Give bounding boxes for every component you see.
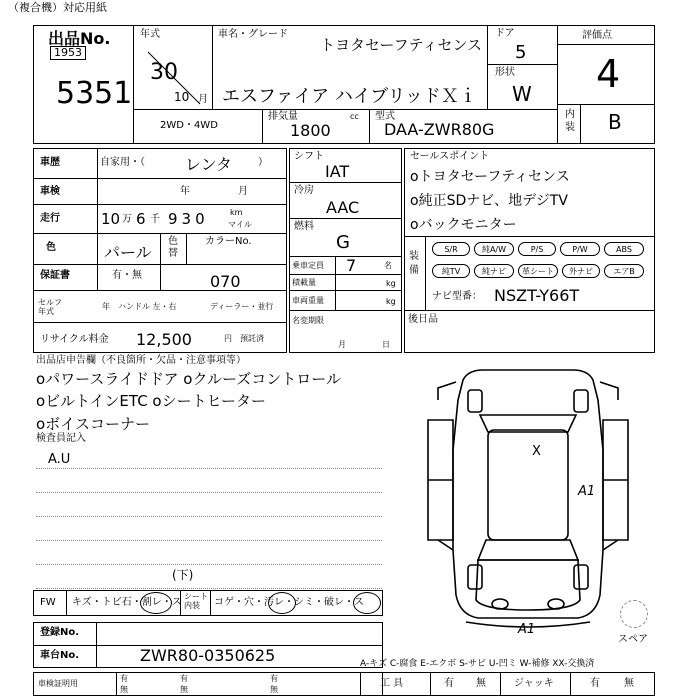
seller-note-1: oパワースライドドア oクルーズコントロール [36, 370, 341, 388]
weight-label: 車両重量 [292, 296, 324, 305]
seat-damage-options: コゲ・穴・汚レ・シミ・破レ・ス [214, 597, 364, 608]
recycle-label: リサイクル料金 [40, 334, 109, 345]
fw-circle-2 [268, 592, 296, 614]
chassis-label: 車台No. [40, 650, 80, 661]
fw-circle-1 [140, 592, 172, 614]
history-value: レンタ [185, 155, 232, 174]
inspection-month: 月 [238, 186, 248, 197]
model-code-label: 型式 [375, 111, 395, 122]
damage-mark-a1-right: A1 [578, 484, 596, 499]
tools-has-1: 有 [444, 678, 454, 689]
fw-label: FW [40, 597, 56, 608]
sales-point-3: oバックモニター [410, 217, 517, 233]
mileage-value-1: 10 [101, 210, 121, 228]
warranty-value: 有・無 [112, 270, 142, 281]
equip-airbag: エアB [604, 264, 644, 278]
color-code: 070 [210, 272, 241, 291]
fw-circle-3 [353, 592, 381, 614]
color-code-label: カラーNo. [205, 236, 252, 247]
cert-has-3: 有 [270, 674, 278, 683]
tools-label: 工 具 [380, 678, 404, 689]
self-year-label: セルフ年式 [38, 298, 62, 316]
sales-point-1: oトヨタセーフティセンス [410, 169, 570, 185]
safety-sense-text: トヨタセーフティセンス [320, 36, 483, 54]
equip-ext-navi: 外ナビ [562, 264, 600, 278]
inspection-year: 年 [180, 186, 190, 197]
cert-has-2: 有 [180, 674, 188, 683]
shape-value: W [512, 82, 532, 106]
damage-mark-x: X [532, 444, 541, 459]
mileage-unit-2: 千 [150, 214, 160, 225]
equip-pw: P/W [560, 242, 600, 256]
spare-label: スペア [618, 634, 648, 645]
change-date-label: 名変期限 [292, 316, 324, 325]
self-year-unit: 年 [102, 302, 110, 311]
mileage-label: 走行 [40, 213, 60, 224]
interior-value: B [608, 110, 622, 134]
cert-label: 車検証明用 [38, 679, 78, 688]
drive-label: 2WD・4WD [160, 120, 218, 131]
cert-frame [33, 672, 383, 696]
change-date-day: 日 [382, 340, 390, 349]
recycle-value: 12,500 [136, 330, 192, 349]
damage-legend: A-キズ C-腐食 E-エクボ S-サビ U-凹ミ W-補修 XX-交換済 [360, 659, 595, 669]
recycle-unit: 円 [224, 334, 232, 343]
fuel-label: 燃料 [294, 221, 314, 232]
tools-frame [360, 672, 655, 696]
displacement-value: 1800 [290, 121, 331, 140]
mileage-km: km [230, 208, 243, 217]
cert-none-3: 無 [270, 685, 278, 694]
displacement-unit: cc [350, 112, 359, 121]
rating-label: 評価点 [582, 30, 612, 41]
mileage-value-2: 6 [136, 210, 146, 228]
equipment-label: 装備 [409, 251, 419, 276]
dealer-label: ディーラー・並行 [210, 302, 274, 311]
load-unit: kg [386, 279, 396, 288]
capacity-label: 乗車定員 [292, 261, 324, 270]
color-value: パール [104, 243, 152, 262]
car-damage-diagram [408, 360, 648, 640]
model-code-value: DAA-ZWR80G [384, 120, 495, 139]
history-label: 車歴 [40, 157, 60, 168]
mileage-mile: マイル [228, 220, 252, 229]
year-label: 年式 [140, 29, 160, 40]
spare-icon [620, 600, 648, 628]
seat-interior-label: シート内装 [184, 592, 208, 610]
recycle-deposit: 預託済 [240, 334, 264, 343]
mileage-value-3: 930 [168, 210, 209, 228]
tools-none-1: 無 [476, 678, 486, 689]
inspector-label: 検査員記入 [36, 433, 86, 444]
inspection-label: 車検 [40, 186, 60, 197]
equip-alloy: 純A/W [474, 242, 514, 256]
capacity-value: 7 [346, 256, 357, 275]
ac-value: AAC [326, 198, 360, 217]
seller-note-2: oビルトインETC oシートヒーター [36, 392, 267, 410]
equip-abs: ABS [604, 242, 644, 256]
sales-points-label: セールスポイント [410, 151, 490, 162]
fw-damage-options: キズ・トビ石・割レ・ス [72, 597, 182, 608]
lot-label: 出品No. [48, 29, 111, 48]
fw-handwritten-mark: (下) [172, 568, 194, 582]
equip-sr: S/R [432, 242, 470, 256]
seller-notes-label: 出品店申告欄（不良箇所・欠品・注意事項等） [36, 355, 246, 366]
displacement-label: 排気量 [268, 111, 298, 122]
equip-tv: 純TV [432, 264, 470, 278]
sales-point-2: o純正SDナビ、地デジTV [410, 193, 568, 209]
form-header-label: （複合機）対応用紙 [8, 1, 107, 14]
seller-note-3: oボイスコーナー [36, 415, 151, 433]
equip-ps: P/S [518, 242, 556, 256]
cert-none-1: 無 [120, 685, 128, 694]
change-date-month: 月 [338, 340, 346, 349]
capacity-unit: 名 [384, 261, 392, 270]
damage-mark-a1-front: A1 [518, 622, 536, 637]
shape-label: 形状 [495, 67, 515, 78]
lot-number: 5351 [56, 76, 133, 111]
shift-label: シフト [294, 151, 324, 162]
mileage-unit-1: 万 [122, 214, 132, 225]
cert-none-2: 無 [180, 685, 188, 694]
register-label: 登録No. [40, 627, 80, 638]
rating-value: 4 [596, 52, 621, 96]
year-month: 10 [174, 90, 190, 104]
tools-has-2: 有 [590, 678, 600, 689]
navi-model-label: ナビ型番： [432, 291, 482, 302]
doors-value: 5 [515, 42, 527, 63]
cert-has-1: 有 [120, 674, 128, 683]
year-value: 30 [150, 60, 178, 85]
lot-sub-number: 1953 [50, 46, 86, 60]
year-month-unit: 月 [198, 94, 208, 105]
later-items-label: 後日品 [408, 314, 438, 325]
handle-label: ハンドル 左・右 [118, 302, 177, 311]
year-slash [140, 44, 210, 108]
shift-value: IAT [325, 162, 350, 181]
fuel-value: G [336, 232, 350, 253]
chassis-value: ZWR80-0350625 [140, 646, 276, 665]
name-label: 車名・グレード [218, 29, 288, 40]
color-change-label: 色替 [168, 236, 178, 259]
inspector-note: A.U [48, 452, 71, 467]
equip-leather: 革シート [518, 264, 558, 278]
color-label: 色 [46, 242, 56, 253]
history-options: 自家用・（ [100, 157, 145, 168]
jack-label: ジャッキ [514, 678, 554, 689]
weight-unit: kg [386, 297, 396, 306]
history-close: ） [258, 157, 268, 168]
warranty-label: 保証書 [40, 270, 70, 281]
tools-none-2: 無 [624, 678, 634, 689]
navi-model-value: NSZT-Y66T [494, 286, 580, 305]
interior-label: 内装 [565, 109, 575, 133]
doors-label: ドア [495, 28, 515, 39]
ac-label: 冷房 [294, 185, 314, 196]
equip-navi: 純ナビ [474, 264, 514, 278]
model-name: エスファイア ハイブリッドＸｉ [222, 86, 477, 107]
load-label: 積載量 [292, 278, 316, 287]
